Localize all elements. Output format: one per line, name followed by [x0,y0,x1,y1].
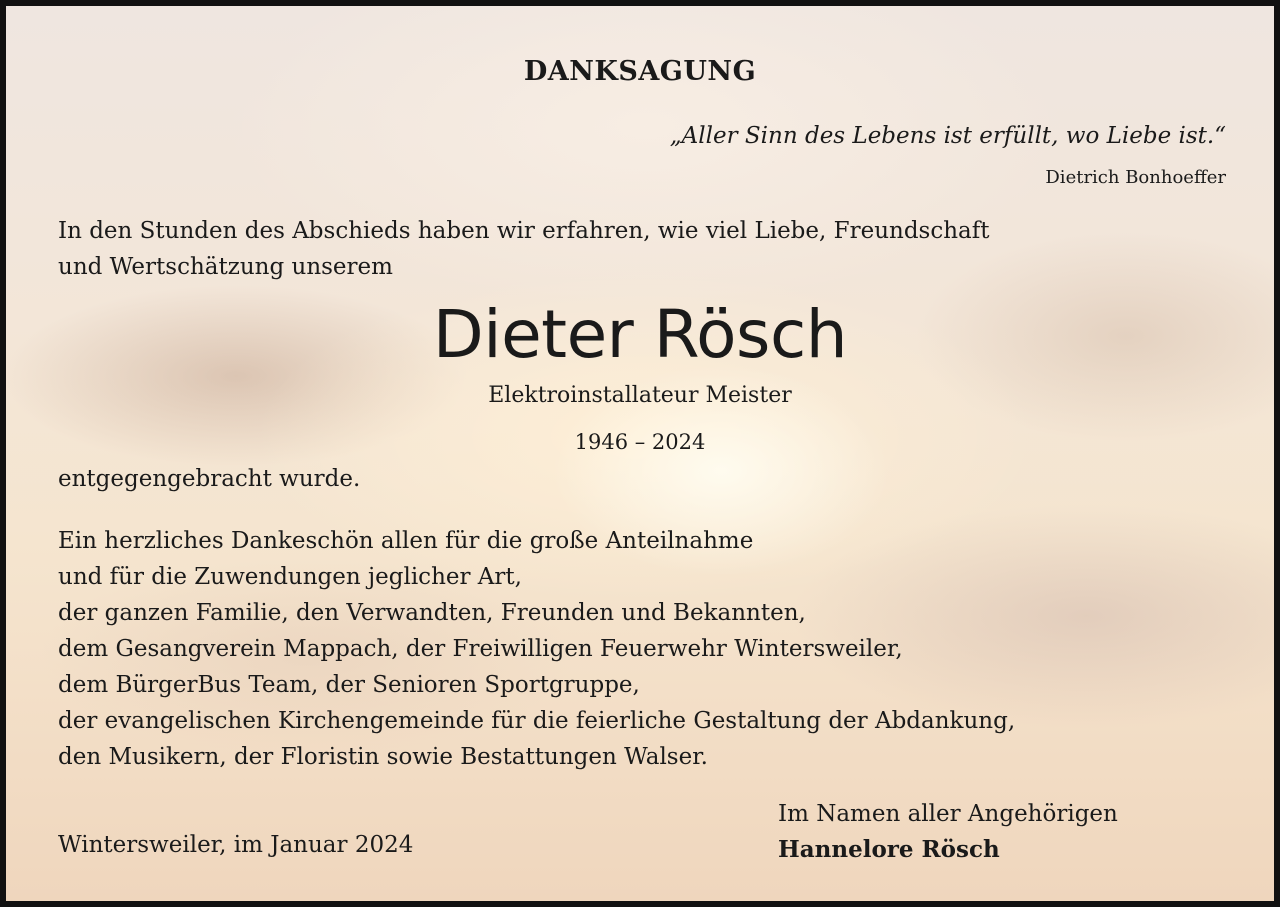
thanks-line: der ganzen Familie, den Verwandten, Freunden und Bekannten, [58,600,806,626]
signer-name: Hannelore Rösch [778,836,1000,863]
thanks-paragraph [58,523,1015,775]
intro-paragraph [58,213,990,285]
thanks-line: dem BürgerBus Team, der Senioren Sportgruppe, [58,672,640,698]
signature-block [778,796,1118,868]
thanks-line: dem Gesangverein Mappach, der Freiwilligen Feuerwehr Wintersweiler, [58,636,903,662]
quote-author: Dietrich Bonhoeffer [1045,167,1226,188]
intro-line: und Wertschätzung unserem [58,254,393,280]
sign-on-behalf: Im Namen aller Angehörigen [778,801,1118,827]
intro-line: In den Stunden des Abschieds haben wir erfahren, wie viel Liebe, Freundschaft [58,218,990,244]
thanks-line: der evangelischen Kirchengemeinde für die feierliche Gestaltung der Abdankung, [58,708,1016,734]
thanks-line: den Musikern, der Floristin sowie Bestattungen Walser. [58,744,708,770]
place-date: Wintersweiler, im Januar 2024 [58,832,414,858]
deceased-profession: Elektroinstallateur Meister [488,383,792,408]
notice-heading: DANKSAGUNG [523,56,757,87]
thanks-line: Ein herzliches Dankeschön allen für die große Anteilnahme [58,528,754,554]
quote-text: „Aller Sinn des Lebens ist erfüllt, wo Liebe ist.“ [669,123,1226,149]
deceased-name: Dieter Rösch [432,296,848,373]
life-years: 1946 – 2024 [574,430,706,454]
outro-line: entgegengebracht wurde. [58,466,361,492]
thanks-line: und für die Zuwendungen jeglicher Art, [58,564,522,590]
